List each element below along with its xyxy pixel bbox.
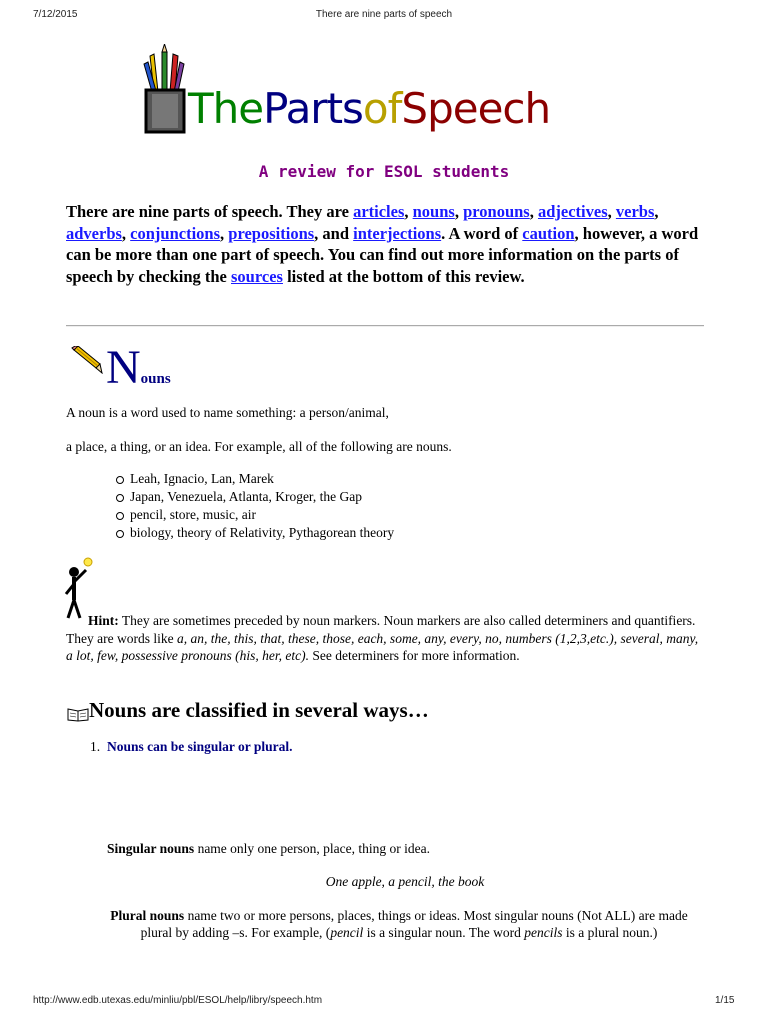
list-number: 1. [90,739,101,754]
logo-word-speech: Speech [401,84,551,133]
plural-nouns-text: Plural nouns name two or more persons, places, things or ideas. Most singular nouns (Not ALL) are made plural by adding –s. For example, (pencil is a singular noun. The word pencils is a plural noun.) [110,908,688,940]
link-pronouns[interactable]: pronouns [463,202,530,221]
link-conjunctions[interactable]: conjunctions [130,223,221,243]
list-item: Leah, Ignacio, Lan, Marek [130,471,274,486]
logo-word-parts: Parts [263,84,363,133]
noun-definition-line2: a place, a thing, or an idea. For example, all of the following are nouns. [66,439,452,454]
singular-nouns-text: Singular nouns name only one person, place, thing or idea. [107,841,430,856]
print-title: There are nine parts of speech [315,9,453,20]
hint-paragraph: Hint: They are sometimes preceded by noun markers. Noun markers are also called determiners and quantifiers. They are words like a, an, the, this, that, these, those, each, some, any, every, no, numbers (1,2,3,etc.), several, many, a lot, few, possessive pronouns (his, her, etc). See determiners for more information. [66,613,699,663]
intro-paragraph: There are nine parts of speech. They are articles, nouns, pronouns, adjectives, verbs, adverbs, conjunctions, prepositions, and interjections. A word of caution, however, a word can be more than one part of speech. You can find out more information on the parts of speech by checking the sources listed at the bottom of this review. [66,202,699,286]
list-item-singular-plural: Nouns can be singular or plural. [107,739,293,754]
link-adjectives[interactable]: adjectives [537,202,608,221]
link-adverbs[interactable]: adverbs [66,223,122,243]
link-caution[interactable]: caution [522,223,575,243]
list-item: biology, theory of Relativity, Pythagorean theory [130,525,395,540]
page-number: 1/15 [715,995,735,1006]
link-interjections[interactable]: interjections [353,223,442,243]
link-sources[interactable]: sources [231,266,283,286]
noun-definition-line1: A noun is a word used to name something: a person/animal, [66,405,389,420]
nouns-heading: Nouns [106,341,171,394]
list-item: Japan, Venezuela, Atlanta, Kroger, the Gap [130,489,362,504]
logo-word-of: of [362,84,402,133]
link-prepositions[interactable]: prepositions [228,223,315,243]
link-nouns[interactable]: nouns [412,202,455,221]
section-divider [66,325,704,327]
logo-word-the: The [188,84,264,133]
site-logo-title [188,84,550,133]
print-url: http://www.edb.utexas.edu/minliu/pbl/ESOL/help/libry/speech.htm [33,995,323,1006]
print-date: 7/12/2015 [33,9,78,20]
pencil-icon [70,346,104,374]
singular-example: One apple, a pencil, the book [325,874,485,889]
page-subtitle: A review for ESOL students [258,162,510,181]
link-articles[interactable]: articles [353,202,405,221]
classification-heading: Nouns are classified in several ways… [89,698,429,722]
pencil-cup-icon [140,44,190,134]
book-icon [67,706,89,722]
link-verbs[interactable]: verbs [615,202,655,221]
list-item: pencil, store, music, air [130,507,256,522]
